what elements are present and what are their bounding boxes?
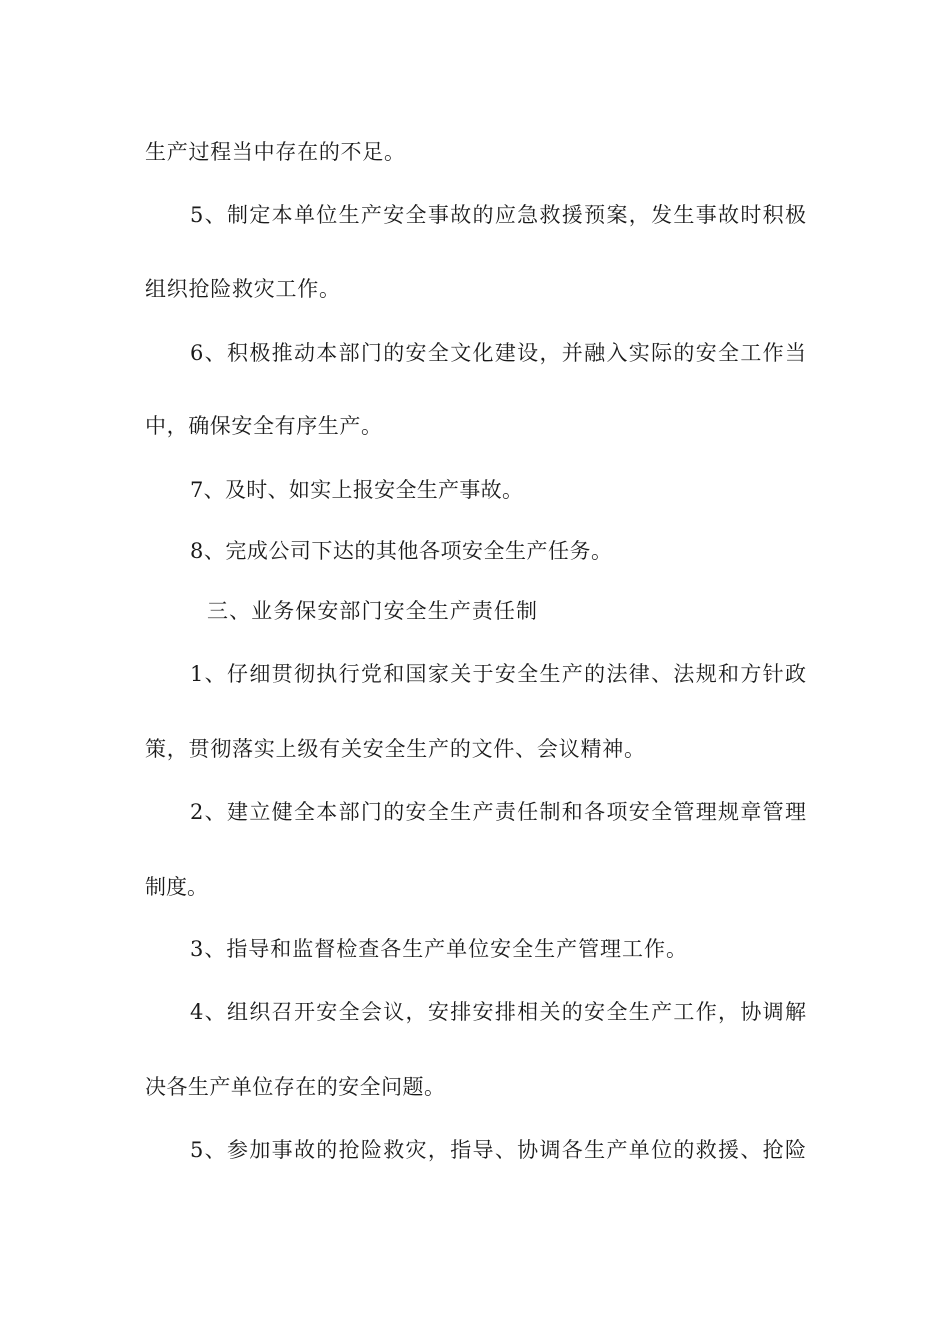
- text-line: 生产过程当中存在的不足。: [145, 140, 405, 164]
- text-line: 中，确保安全有序生产。: [145, 414, 382, 438]
- text-line: 8、完成公司下达的其他各项安全生产任务。: [190, 539, 612, 563]
- text-line: 5、参加事故的抢险救灾，指导、协调各生产单位的救援、抢险: [190, 1138, 806, 1162]
- text-line: 策，贯彻落实上级有关安全生产的文件、会议精神。: [145, 737, 645, 761]
- text-line: 制度。: [145, 875, 208, 899]
- text-line: 决各生产单位存在的安全问题。: [145, 1075, 445, 1099]
- text-line: 组织抢险救灾工作。: [145, 277, 340, 301]
- text-line: 5、制定本单位生产安全事故的应急救援预案，发生事故时积极: [190, 203, 806, 227]
- text-line: 3、指导和监督检查各生产单位安全生产管理工作。: [190, 937, 687, 961]
- text-line: 2、建立健全本部门的安全生产责任制和各项安全管理规章管理: [190, 800, 806, 824]
- text-line: 4、组织召开安全会议，安排安排相关的安全生产工作，协调解: [190, 1000, 806, 1024]
- section-heading: 三、业务保安部门安全生产责任制: [207, 599, 537, 623]
- text-line: 6、积极推动本部门的安全文化建设，并融入实际的安全工作当: [190, 341, 806, 365]
- text-line: 7、及时、如实上报安全生产事故。: [190, 478, 523, 502]
- text-line: 1、仔细贯彻执行党和国家关于安全生产的法律、法规和方针政: [190, 662, 806, 686]
